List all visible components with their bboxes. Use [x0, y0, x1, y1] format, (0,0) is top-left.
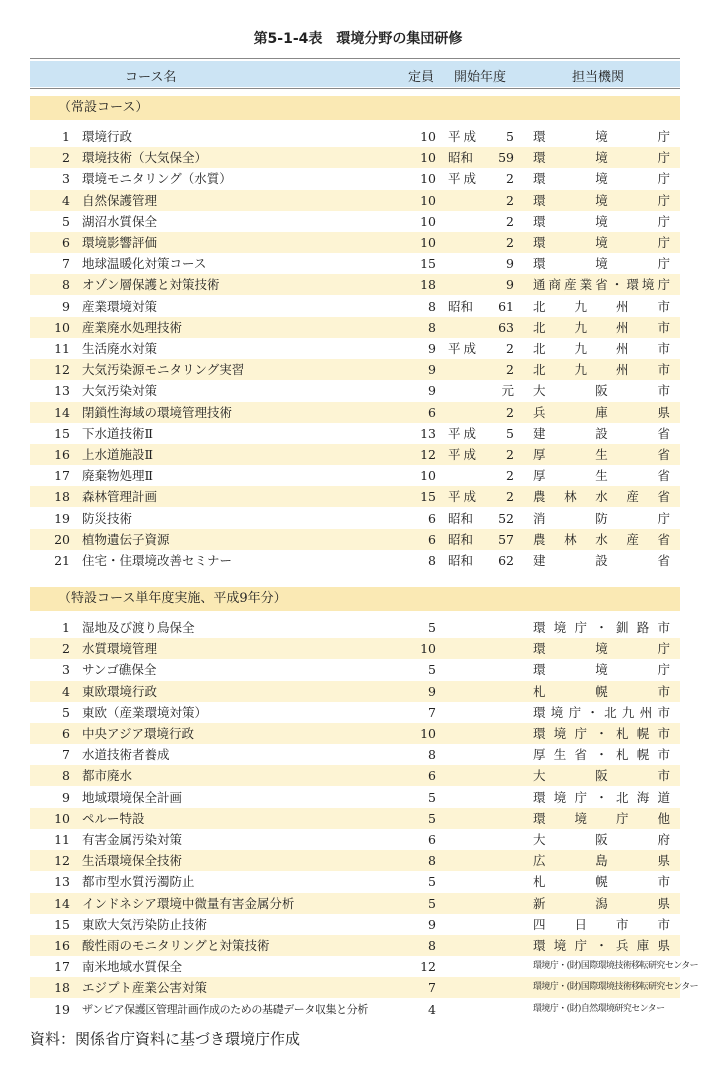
era-name: 昭和 — [448, 150, 474, 166]
year-number: 5 — [506, 129, 514, 144]
capacity: 10 — [420, 171, 436, 187]
course-name: 地球温暖化対策コース — [82, 256, 207, 272]
table-row — [30, 681, 680, 702]
organization: 環境庁 — [533, 235, 670, 250]
row-number: 3 — [62, 171, 70, 187]
capacity: 5 — [428, 874, 436, 890]
capacity: 8 — [428, 319, 436, 335]
capacity: 5 — [428, 620, 436, 635]
organization: 北九州市 — [533, 319, 670, 335]
row-number: 21 — [54, 553, 70, 568]
row-number: 2 — [62, 641, 70, 657]
course-name: 環境技術（大気保全） — [82, 150, 208, 166]
era-name: 昭和 — [448, 510, 474, 526]
row-number: 6 — [62, 235, 70, 250]
capacity: 10 — [420, 726, 436, 741]
course-name: 東欧環境行政 — [82, 683, 158, 699]
course-name: 南米地域水質保全 — [82, 959, 183, 975]
row-number: 11 — [54, 832, 70, 847]
row-number: 20 — [54, 531, 70, 547]
source-note: 資料：関係省庁資料に基づき環境庁作成 — [30, 1030, 301, 1048]
table-row — [30, 147, 680, 168]
organization: 札幌市 — [533, 874, 670, 890]
year-number: 2 — [506, 489, 514, 505]
row-number: 10 — [54, 319, 70, 335]
organization: 大阪府 — [533, 832, 670, 847]
row-number: 14 — [54, 404, 70, 420]
row-number: 12 — [54, 362, 70, 378]
table-row — [30, 338, 680, 359]
course-name: 植物遺伝子資源 — [82, 531, 170, 547]
table-header — [30, 61, 680, 87]
table-row — [30, 808, 680, 829]
organization: 環境庁・札幌市 — [533, 726, 670, 741]
capacity: 12 — [420, 959, 436, 975]
row-number: 16 — [54, 938, 70, 953]
capacity: 10 — [420, 641, 436, 657]
course-name: 産業環境対策 — [82, 298, 158, 314]
capacity: 8 — [428, 938, 436, 953]
capacity: 5 — [428, 810, 436, 826]
table-row — [30, 617, 680, 638]
era-name: 平成 — [448, 447, 480, 462]
top-rule — [30, 58, 680, 59]
capacity: 10 — [420, 129, 436, 144]
organization: 北九州市 — [533, 362, 670, 378]
course-name: 大気汚染源モニタリング実習 — [82, 362, 245, 378]
organization: 農林水産省 — [533, 531, 670, 547]
row-number: 9 — [62, 789, 70, 805]
table-row — [30, 529, 680, 550]
course-name: エジプト産業公害対策 — [82, 980, 208, 996]
table-row — [30, 871, 680, 892]
year-number: 2 — [506, 341, 514, 356]
capacity: 9 — [428, 916, 436, 932]
row-number: 6 — [62, 726, 70, 741]
capacity: 8 — [428, 553, 436, 568]
year-number: 9 — [506, 277, 514, 293]
capacity: 15 — [420, 256, 436, 272]
capacity: 7 — [428, 980, 436, 996]
organization: 消防庁 — [533, 510, 670, 526]
capacity: 6 — [428, 510, 436, 526]
organization: 厚生省 — [533, 468, 670, 484]
organization: 広島県 — [533, 853, 670, 869]
row-number: 1 — [62, 129, 70, 144]
row-number: 19 — [54, 510, 70, 526]
table-row — [30, 999, 680, 1020]
table-row — [30, 296, 680, 317]
table-row — [30, 850, 680, 871]
table-row — [30, 486, 680, 507]
table-row — [30, 444, 680, 465]
row-number: 15 — [54, 425, 70, 441]
organization: 環境庁・(財)国際環境技術移転研究センター — [533, 961, 699, 972]
course-name: 湖沼水質保全 — [82, 213, 158, 229]
header-capacity: 定員 — [408, 70, 435, 85]
table-row — [30, 465, 680, 486]
row-number: 15 — [54, 916, 70, 932]
section-header — [30, 587, 680, 611]
course-name: 水質環境管理 — [82, 641, 158, 657]
capacity: 6 — [428, 404, 436, 420]
capacity: 8 — [428, 298, 436, 314]
row-number: 12 — [54, 853, 70, 869]
year-number: 2 — [506, 362, 514, 378]
year-number: 2 — [506, 235, 514, 250]
organization: 大阪市 — [533, 768, 670, 784]
era-name: 平成 — [448, 129, 480, 144]
capacity: 9 — [428, 383, 436, 399]
capacity: 10 — [420, 235, 436, 250]
course-name: 森林管理計画 — [82, 489, 158, 505]
table-row — [30, 380, 680, 401]
capacity: 12 — [420, 447, 436, 462]
course-name: 環境行政 — [82, 129, 133, 144]
era-name: 昭和 — [448, 531, 474, 547]
row-number: 18 — [54, 980, 70, 996]
course-name: オゾン層保護と対策技術 — [82, 277, 220, 293]
organization: 兵庫県 — [533, 404, 670, 420]
year-number: 2 — [506, 447, 514, 462]
table-row — [30, 893, 680, 914]
row-number: 16 — [54, 447, 70, 462]
row-number: 4 — [62, 683, 70, 699]
course-name: 廃棄物処理Ⅱ — [82, 468, 153, 484]
row-number: 8 — [62, 768, 70, 784]
course-name: 閉鎖性海域の環境管理技術 — [82, 404, 233, 420]
row-number: 13 — [54, 383, 70, 399]
capacity: 5 — [428, 789, 436, 805]
organization: 環境庁 — [533, 256, 670, 272]
year-number: 5 — [506, 425, 514, 441]
course-name: ザンビア保護区管理計画作成のための基礎データ収集と分析 — [82, 1002, 368, 1016]
organization: 四日市市 — [533, 916, 670, 932]
course-name: 都市型水質汚濁防止 — [82, 874, 195, 890]
year-number: 2 — [506, 213, 514, 229]
table-title: 第5-1-4表 環境分野の集団研修 — [253, 31, 463, 47]
row-number: 1 — [62, 620, 70, 635]
capacity: 6 — [428, 768, 436, 784]
row-number: 10 — [54, 810, 70, 826]
table-row — [30, 956, 699, 977]
year-number: 2 — [506, 404, 514, 420]
row-number: 9 — [62, 298, 70, 314]
organization: 大阪市 — [533, 383, 670, 399]
section-label: （常設コース） — [58, 100, 149, 115]
organization: 農林水産省 — [533, 489, 670, 505]
capacity: 6 — [428, 832, 436, 847]
organization: 建設省 — [533, 425, 670, 441]
capacity: 8 — [428, 853, 436, 869]
organization: 環境庁・(財)国際環境技術移転研究センター — [533, 982, 699, 993]
organization: 建設省 — [533, 553, 670, 568]
capacity: 5 — [428, 662, 436, 678]
organization: 厚生省・札幌市 — [533, 747, 670, 763]
organization: 札幌市 — [533, 683, 670, 699]
organization: 北九州市 — [533, 298, 670, 314]
year-number: 2 — [506, 171, 514, 187]
course-name: 住宅・住環境改善セミナー — [82, 553, 233, 568]
row-number: 19 — [54, 1001, 70, 1017]
year-number: 9 — [506, 256, 514, 272]
section-label: （特設コース単年度実施、平成9年分） — [58, 591, 287, 606]
row-number: 7 — [62, 747, 70, 763]
course-name: 環境モニタリング（水質） — [82, 171, 232, 187]
organization: 環境庁 — [533, 150, 670, 166]
year-number: 63 — [498, 319, 514, 335]
table-row — [30, 359, 680, 380]
organization: 新潟県 — [533, 895, 670, 911]
organization: 北九州市 — [533, 341, 670, 356]
row-number: 13 — [54, 874, 70, 890]
table-row — [30, 402, 680, 423]
row-number: 14 — [54, 895, 70, 911]
organization: 環境庁・兵庫県 — [533, 938, 670, 953]
table-row — [30, 977, 699, 998]
course-name: ペルー特設 — [82, 810, 145, 826]
table-row — [30, 508, 680, 529]
capacity: 9 — [428, 341, 436, 356]
row-number: 3 — [62, 662, 70, 678]
organization: 環境庁他 — [533, 810, 670, 826]
capacity: 5 — [428, 895, 436, 911]
year-number: 57 — [498, 531, 514, 547]
course-name: 上水道施設Ⅱ — [82, 447, 153, 462]
header-org: 担当機関 — [572, 70, 625, 85]
organization: 環境庁・(財)自然環境研究センター — [533, 1003, 665, 1014]
table-row — [30, 168, 680, 189]
capacity: 7 — [428, 704, 436, 720]
organization: 環境庁・北九州市 — [533, 704, 670, 720]
row-number: 11 — [54, 341, 70, 356]
capacity: 8 — [428, 747, 436, 763]
course-name: 自然保護管理 — [82, 192, 158, 208]
course-name: 酸性雨のモニタリングと対策技術 — [82, 938, 270, 953]
table-row — [30, 744, 680, 765]
era-name: 平成 — [448, 425, 480, 441]
course-name: 環境影響評価 — [82, 235, 158, 250]
capacity: 18 — [420, 277, 436, 293]
capacity: 13 — [420, 425, 436, 441]
capacity: 6 — [428, 531, 436, 547]
course-name: 東欧（産業環境対策） — [82, 704, 208, 720]
row-number: 8 — [62, 277, 70, 293]
organization: 環境庁 — [533, 213, 670, 229]
capacity: 10 — [420, 150, 436, 166]
organization: 環境庁・北海道 — [533, 789, 670, 805]
year-number: 61 — [498, 298, 514, 314]
era-name: 平成 — [448, 341, 480, 356]
table-row — [30, 914, 680, 935]
course-name: 湿地及び渡り鳥保全 — [82, 620, 195, 635]
table-row — [30, 659, 680, 680]
organization: 環境庁 — [533, 641, 670, 657]
course-name: 生活環境保全技術 — [82, 853, 183, 869]
row-number: 4 — [62, 192, 70, 208]
table-row — [30, 253, 680, 274]
row-number: 7 — [62, 256, 70, 272]
year-number: 62 — [498, 553, 514, 568]
course-name: 地域環境保全計画 — [82, 789, 183, 805]
table-row — [30, 232, 680, 253]
table-row — [30, 317, 680, 338]
year-number: 59 — [498, 150, 514, 166]
course-name: 中央アジア環境行政 — [82, 726, 195, 741]
year-number: 52 — [498, 510, 514, 526]
row-number: 5 — [62, 704, 70, 720]
course-name: 下水道技術Ⅱ — [82, 425, 153, 441]
year-number: 2 — [506, 192, 514, 208]
organization: 環境庁 — [533, 129, 670, 144]
organization: 環境庁 — [533, 662, 670, 678]
organization: 厚生省 — [533, 447, 670, 462]
table-row — [30, 829, 680, 850]
course-name: 水道技術者養成 — [82, 747, 170, 763]
header-course: コース名 — [125, 70, 177, 85]
section-header — [30, 96, 680, 120]
table-row — [30, 787, 680, 808]
era-name: 昭和 — [448, 298, 474, 314]
header-start-year: 開始年度 — [454, 70, 507, 85]
capacity: 10 — [420, 213, 436, 229]
capacity: 9 — [428, 362, 436, 378]
header-rule — [30, 88, 680, 89]
table-row — [30, 211, 680, 232]
course-name: 大気汚染対策 — [82, 383, 158, 399]
capacity: 9 — [428, 683, 436, 699]
table-row — [30, 550, 680, 571]
era-name: 平成 — [448, 171, 480, 187]
era-name: 平成 — [448, 489, 480, 505]
course-name: サンゴ礁保全 — [82, 662, 157, 678]
capacity: 10 — [420, 192, 436, 208]
table-row — [30, 723, 680, 744]
row-number: 17 — [54, 959, 70, 975]
capacity: 10 — [420, 468, 436, 484]
table-row — [30, 423, 680, 444]
organization: 通商産業省・環境庁 — [533, 277, 670, 293]
year-number: 2 — [506, 468, 514, 484]
era-name: 昭和 — [448, 553, 474, 568]
organization: 環境庁 — [533, 192, 670, 208]
table-row — [30, 190, 680, 211]
table-row — [30, 638, 680, 659]
course-name: 産業廃水処理技術 — [82, 319, 183, 335]
table-row — [30, 702, 680, 723]
capacity: 4 — [428, 1001, 436, 1017]
course-name: 有害金属汚染対策 — [82, 832, 183, 847]
row-number: 5 — [62, 213, 70, 229]
table-row — [30, 765, 680, 786]
table-row — [30, 274, 680, 295]
course-name: 東欧大気汚染防止技術 — [82, 916, 208, 932]
table-row — [30, 935, 680, 956]
organization: 環境庁・釧路市 — [533, 620, 670, 635]
row-number: 18 — [54, 489, 70, 505]
course-name: 都市廃水 — [82, 768, 133, 784]
course-name: 生活廃水対策 — [82, 341, 158, 356]
capacity: 15 — [420, 489, 436, 505]
course-name: 防災技術 — [82, 510, 133, 526]
course-name: インドネシア環境中微量有害金属分析 — [82, 895, 295, 911]
year-number: 元 — [501, 383, 514, 399]
table-row — [30, 126, 680, 147]
organization: 環境庁 — [533, 171, 670, 187]
row-number: 2 — [62, 150, 70, 166]
row-number: 17 — [54, 468, 70, 484]
